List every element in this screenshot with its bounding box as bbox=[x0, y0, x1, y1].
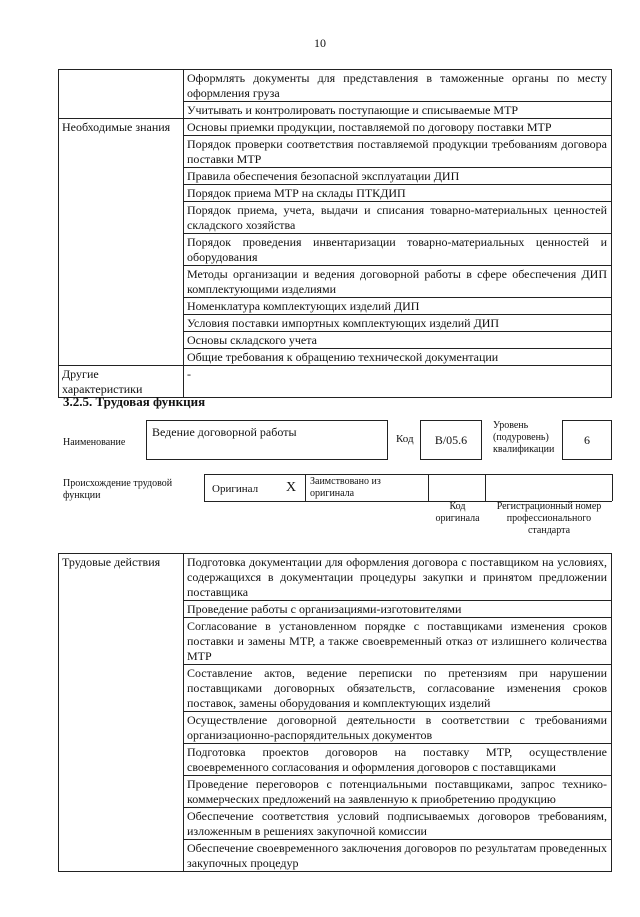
table-row bbox=[59, 554, 612, 601]
table-cell: Обеспечение соответствия условий подписываемых договоров требованиям, изложенным в решениях закупочной комиссии bbox=[184, 808, 612, 840]
labor-actions-table bbox=[58, 553, 612, 872]
table-cell: Общие требования к обращению технической документации bbox=[184, 349, 612, 366]
level-label: Уровень (подуровень) квалификации bbox=[493, 420, 555, 455]
table-cell: Основы складского учета bbox=[184, 332, 612, 349]
code-value-box bbox=[420, 420, 482, 460]
table-cell: Методы организации и ведения договорной работы в сфере обеспечения ДИП комплектующими изделиями bbox=[184, 266, 612, 298]
table-cell: Учитывать и контролировать поступающие и списываемые МТР bbox=[184, 102, 612, 119]
origin-code-caption: Код оригинала bbox=[435, 501, 480, 524]
table-cell: Оформлять документы для представления в таможенные органы по месту оформления груза bbox=[184, 70, 612, 102]
table-row bbox=[59, 366, 612, 398]
table-cell: Основы приемки продукции, поставляемой по договору поставки МТР bbox=[184, 119, 612, 136]
table-cell: Условия поставки импортных комплектующих изделий ДИП bbox=[184, 315, 612, 332]
table-cell: - bbox=[184, 366, 612, 398]
code-value: В/05.6 bbox=[434, 433, 468, 447]
table-cell: Порядок приема МТР на склады ПТКДИП bbox=[184, 185, 612, 202]
table-cell: Проведение работы с организациями-изготовителями bbox=[184, 601, 612, 618]
level-value: 6 bbox=[584, 433, 590, 447]
page-number: 10 bbox=[314, 36, 326, 50]
origin-label: Происхождение трудовой функции bbox=[63, 478, 173, 501]
original-mark: X bbox=[286, 480, 297, 495]
name-value-box bbox=[146, 420, 388, 460]
table-cell: Обеспечение своевременного заключения договоров по результатам проведенных закупочных процедур bbox=[184, 840, 612, 872]
table-cell: Номенклатура комплектующих изделий ДИП bbox=[184, 298, 612, 315]
name-value: Ведение договорной работы bbox=[152, 425, 297, 439]
table-cell: Составление актов, ведение переписки по претензиям при нарушении поставщиками договорных обязательств, согласование изменения сроков поставок, замены оборудования и комплектующих изделий bbox=[184, 665, 612, 712]
borrowed-label: Заимствовано из оригинала bbox=[310, 476, 381, 499]
row-header-actions: Трудовые действия bbox=[59, 554, 184, 872]
row-header-other: Другие характеристики bbox=[59, 366, 184, 398]
table-cell: Порядок проведения инвентаризации товарно-материальных ценностей и оборудования bbox=[184, 234, 612, 266]
table-cell: Осуществление договорной деятельности в соответствии с требованиями организационно-распорядительных документов bbox=[184, 712, 612, 744]
table-cell: Порядок приема, учета, выдачи и списания товарно-материальных ценностей складского хозяйства bbox=[184, 202, 612, 234]
level-value-box bbox=[562, 420, 612, 460]
knowledge-table bbox=[58, 69, 612, 398]
table-cell: Согласование в установленном порядке с поставщиками изменения сроков поставки и замены МТР, а также своевременный отказ от излишнего количества МТР bbox=[184, 618, 612, 665]
name-label: Наименование bbox=[63, 437, 126, 448]
code-label: Код bbox=[396, 433, 414, 445]
row-header-knowledge: Необходимые знания bbox=[59, 119, 184, 366]
row-header bbox=[59, 70, 184, 119]
table-cell: Правила обеспечения безопасной эксплуатации ДИП bbox=[184, 168, 612, 185]
table-cell: Порядок проверки соответствия поставляемой продукции требованиям договора поставки МТР bbox=[184, 136, 612, 168]
table-cell: Проведение переговоров с потенциальными поставщиками, запрос технико-коммерческих предложений на заявленную к приобретению продукцию bbox=[184, 776, 612, 808]
reg-number-caption: Регистрационный номер профессионального стандарта bbox=[496, 501, 602, 536]
table-row bbox=[59, 70, 612, 102]
section-title: 3.2.5. Трудовая функция bbox=[63, 394, 206, 409]
original-label: Оригинал bbox=[212, 483, 259, 495]
table-row bbox=[59, 119, 612, 136]
table-cell: Подготовка документации для оформления договора с поставщиком на условиях, содержащихся в документации процедуры закупки и принятом предложении поставщика bbox=[184, 554, 612, 601]
table-cell: Подготовка проектов договоров на поставку МТР, осуществление своевременного согласования и оформления договоров с поставщиками bbox=[184, 744, 612, 776]
